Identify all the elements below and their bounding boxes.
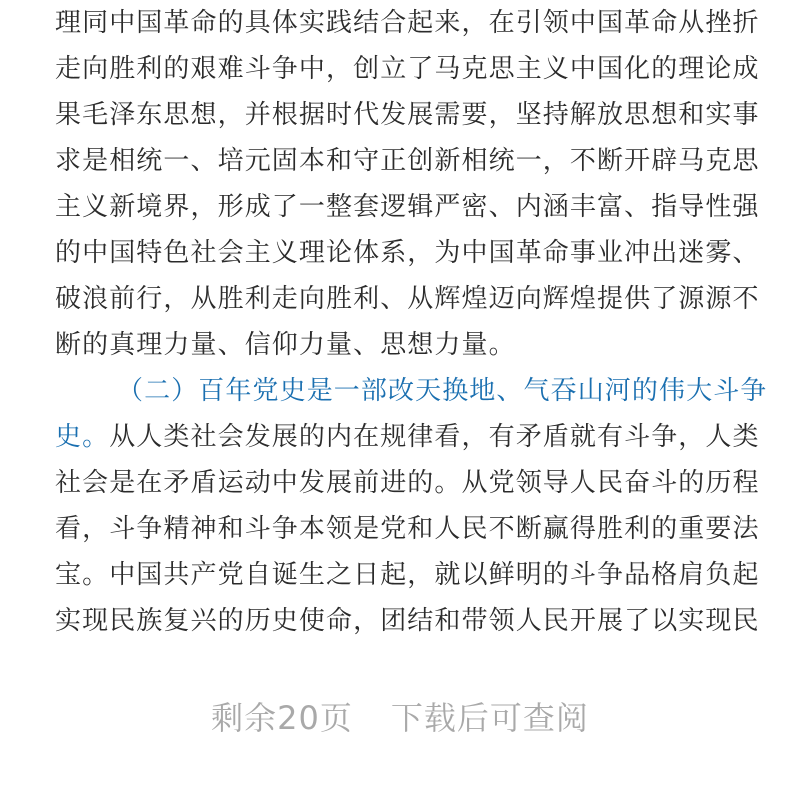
- text-line: [55, 230, 760, 276]
- line-text: 果毛泽东思想，并根据时代发展需要，坚持解放思想和实事: [55, 100, 760, 130]
- line-text: 破浪前行，从胜利走向胜利、从辉煌迈向辉煌提供了源源不: [55, 284, 760, 314]
- line-text: 走向胜利的艰难斗争中，创立了马克思主义中国化的理论成: [55, 54, 760, 84]
- line-text: 宝。中国共产党自诞生之日起，就以鲜明的斗争品格肩负起: [55, 560, 760, 590]
- section-heading-end: 史。: [55, 422, 110, 452]
- download-prompt[interactable]: [0, 693, 800, 739]
- remaining-pages-text: 剩余20页: [211, 699, 353, 737]
- text-line: [55, 414, 760, 460]
- line-text: 理同中国革命的具体实践结合起来，在引领中国革命从挫折: [55, 8, 760, 38]
- line-text: 主义新境界，形成了一整套逻辑严密、内涵丰富、指导性强: [55, 192, 760, 222]
- text-line: [55, 322, 516, 368]
- text-line: [55, 276, 760, 322]
- line-text: 社会是在矛盾运动中发展前进的。从党领导人民奋斗的历程: [55, 468, 760, 498]
- text-line: [55, 138, 760, 184]
- text-line: [55, 0, 760, 46]
- text-line: [55, 460, 760, 506]
- text-line: [55, 92, 760, 138]
- line-text: 断的真理力量、信仰力量、思想力量。: [55, 330, 516, 360]
- section-heading: （二）百年党史是一部改天换地、气吞山河的伟大斗争: [117, 376, 768, 406]
- line-text: 的中国特色社会主义理论体系，为中国革命事业冲出迷雾、: [55, 238, 760, 268]
- line-text: 实现民族复兴的历史使命，团结和带领人民开展了以实现民: [55, 606, 760, 636]
- section-heading-line: [117, 368, 767, 414]
- text-line: [55, 598, 760, 644]
- download-to-view-text: 下载后可查阅: [390, 699, 589, 737]
- text-line: [55, 552, 760, 598]
- text-line: [55, 184, 760, 230]
- line-text: 看，斗争精神和斗争本领是党和人民不断赢得胜利的重要法: [55, 514, 760, 544]
- line-text: 从人类社会发展的内在规律看，有矛盾就有斗争，人类: [109, 422, 760, 452]
- text-line: [55, 46, 760, 92]
- text-line: [55, 506, 760, 552]
- line-text: 求是相统一、培元固本和守正创新相统一，不断开辟马克思: [55, 146, 760, 176]
